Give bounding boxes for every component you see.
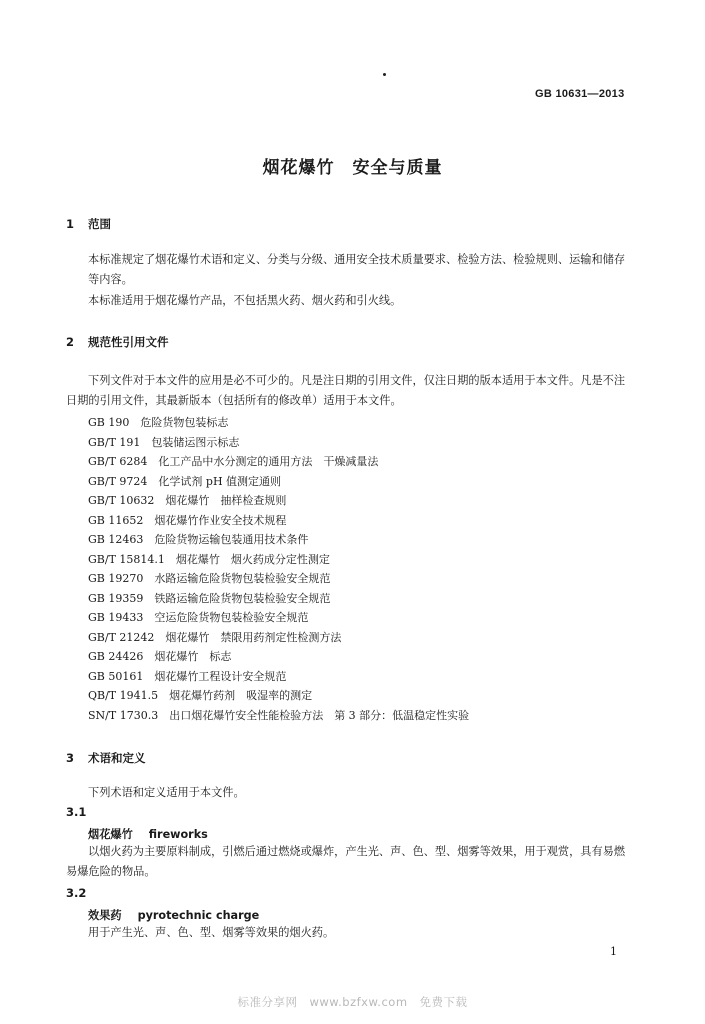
reference-item: GB 12463 危险货物运输包装通用技术条件	[88, 533, 309, 546]
section-1-heading	[66, 216, 111, 232]
paragraph-text: 本标准规定了烟花爆竹术语和定义、分类与分级、通用安全技术质量要求、检验方法、检验规则、运输和储存等内容。	[88, 253, 626, 286]
term-number: 3.1	[66, 805, 87, 819]
term-heading	[88, 907, 259, 923]
section-title: 术语和定义	[88, 751, 146, 765]
section-1-para-1	[88, 250, 628, 290]
header-dot	[383, 73, 386, 76]
reference-item: GB/T 6284 化工产品中水分测定的通用方法 干燥减量法	[88, 455, 379, 468]
reference-item: SN/T 1730.3 出口烟花爆竹安全性能检验方法 第 3 部分：低温稳定性实验	[88, 709, 470, 722]
term-zh: 效果药	[88, 909, 122, 922]
term-en: fireworks	[148, 828, 208, 841]
section-2-intro	[66, 371, 628, 411]
paragraph-text: 下列文件对于本文件的应用是必不可少的。凡是注日期的引用文件，仅注日期的版本适用于本文件。凡是不注日期的引用文件，其最新版本（包括所有的修改单）适用于本文件。	[66, 374, 626, 407]
reference-item: GB 11652 烟花爆竹作业安全技术规程	[88, 514, 287, 527]
standard-number: GB 10631—2013	[535, 88, 625, 100]
term-definition	[66, 842, 628, 882]
reference-item: GB 19433 空运危险货物包装检验安全规范	[88, 611, 309, 624]
reference-item: GB 50161 烟花爆竹工程设计安全规范	[88, 670, 287, 683]
reference-item: GB/T 191 包装储运图示标志	[88, 436, 240, 449]
section-2-heading	[66, 334, 169, 350]
paragraph-text: 以烟火药为主要原料制成，引燃后通过燃烧或爆炸，产生光、声、色、型、烟雾等效果，用于观赏，具有易燃易爆危险的物品。	[66, 845, 626, 878]
section-number: 1	[66, 217, 75, 231]
section-number: 3	[66, 751, 75, 765]
reference-item: GB/T 15814.1 烟花爆竹 烟火药成分定性测定	[88, 553, 330, 566]
document-title: 烟花爆竹 安全与质量	[262, 158, 443, 178]
page-number: 1	[610, 945, 617, 958]
reference-item: GB/T 10632 烟花爆竹 抽样检查规则	[88, 494, 287, 507]
term-definition	[88, 923, 334, 943]
section-title: 规范性引用文件	[88, 335, 169, 349]
reference-item: GB/T 21242 烟花爆竹 禁限用药剂定性检测方法	[88, 631, 342, 644]
section-3-intro	[88, 783, 245, 803]
term-number: 3.2	[66, 886, 87, 900]
reference-item: GB 19270 水路运输危险货物包装检验安全规范	[88, 572, 331, 585]
reference-item: GB/T 9724 化学试剂 pH 值测定通则	[88, 475, 282, 488]
section-3-heading	[66, 750, 146, 766]
section-1-para-2	[88, 291, 628, 311]
section-title: 范围	[88, 217, 111, 231]
paragraph-text: 本标准适用于烟花爆竹产品，不包括黑火药、烟火药和引火线。	[88, 294, 402, 307]
reference-item: GB 19359 铁路运输危险货物包装检验安全规范	[88, 592, 331, 605]
paragraph-text: 用于产生光、声、色、型、烟雾等效果的烟火药。	[88, 926, 335, 939]
term-en: pyrotechnic charge	[137, 909, 260, 922]
reference-item: GB 190 危险货物包装标志	[88, 416, 229, 429]
section-number: 2	[66, 335, 75, 349]
term-heading	[88, 826, 208, 842]
reference-item: GB 24426 烟花爆竹 标志	[88, 650, 232, 663]
paragraph-text: 下列术语和定义适用于本文件。	[88, 786, 245, 799]
term-zh: 烟花爆竹	[88, 828, 133, 841]
reference-item: QB/T 1941.5 烟花爆竹药剂 吸湿率的测定	[88, 689, 313, 702]
watermark: 标准分享网 www.bzfxw.com 免费下载	[237, 995, 468, 1009]
